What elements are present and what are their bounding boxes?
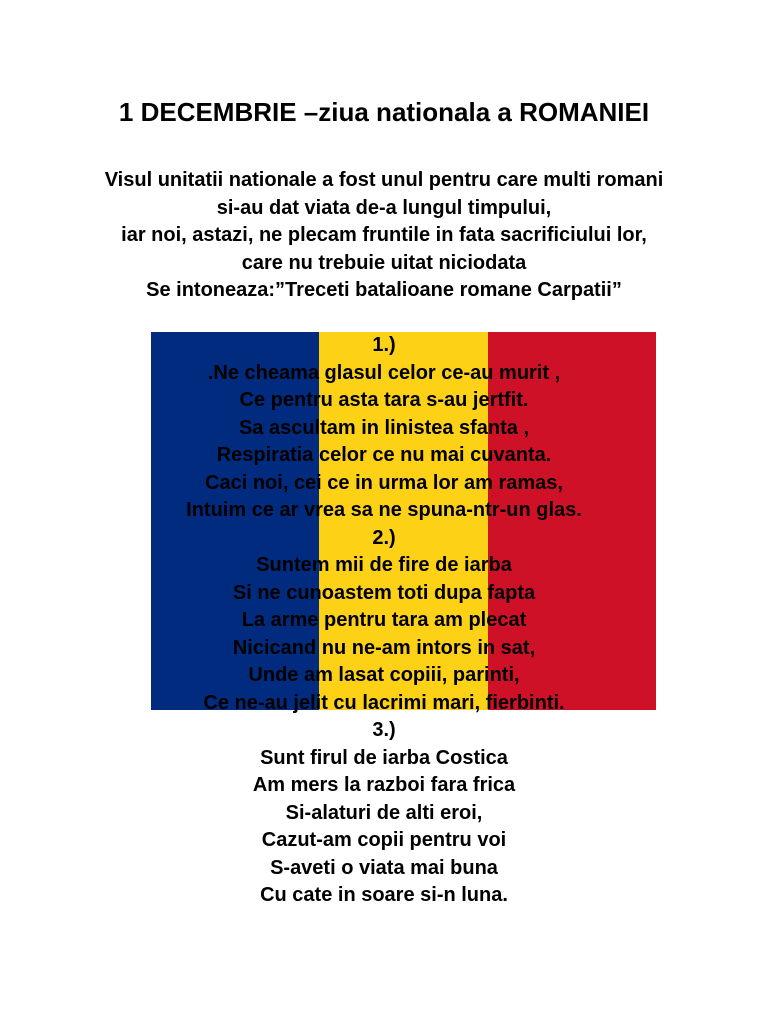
page-title: 1 DECEMBRIE –ziua nationala a ROMANIEI	[118, 97, 650, 127]
poem-line: Intuim ce ar vrea sa ne spuna-ntr-un glas.	[186, 499, 582, 521]
poem-line: Suntem mii de fire de iarba	[256, 554, 512, 576]
intro-line: Se intoneaza:”Treceti batalioane romane Carpatii”	[146, 279, 622, 301]
poem-line: Cu cate in soare si-n luna.	[260, 884, 508, 906]
intro-line: Visul unitatii nationale a fost unul pentru care multi romani	[104, 169, 664, 191]
poem	[0, 332, 768, 910]
poem-line: Sunt firul de iarba Costica	[260, 746, 508, 769]
poem-line: Respiratia celor ce nu mai cuvanta.	[216, 444, 552, 466]
poem-line: Ce pentru asta tara s-au jertfit.	[239, 389, 529, 411]
intro-line: iar noi, astazi, ne plecam fruntile in fata sacrificiului lor,	[121, 224, 647, 246]
poem-line: Si-alaturi de alti eroi,	[285, 801, 483, 824]
poem-line: Cazut-am copii pentru voi	[261, 829, 507, 851]
poem-line: .Ne cheama glasul celor ce-au murit ,	[207, 361, 561, 384]
intro-line: si-au dat viata de-a lungul timpului,	[216, 196, 552, 219]
poem-line: Unde am lasat copiii, parinti,	[248, 664, 520, 686]
stanza-number: 3.)	[372, 719, 396, 741]
intro-paragraph	[0, 167, 768, 305]
poem-line: Ce ne-au jelit cu lacrimi mari, fierbinti.	[203, 691, 565, 714]
poem-line: Sa ascultam in linistea sfanta ,	[238, 416, 530, 439]
poem-line: Nicicand nu ne-am intors in sat,	[232, 636, 536, 659]
poem-line: Am mers la razboi fara frica	[252, 774, 516, 796]
poem-line: Si ne cunoastem toti dupa fapta	[232, 581, 536, 604]
poem-line: S-aveti o viata mai buna	[270, 856, 498, 879]
stanza-number: 2.)	[372, 526, 396, 549]
intro-line: care nu trebuie uitat niciodata	[241, 251, 527, 274]
poem-line: La arme pentru tara am plecat	[241, 609, 527, 631]
stanza-number: 1.)	[372, 334, 396, 356]
poem-line: Caci noi, cei ce in urma lor am ramas,	[205, 471, 563, 494]
